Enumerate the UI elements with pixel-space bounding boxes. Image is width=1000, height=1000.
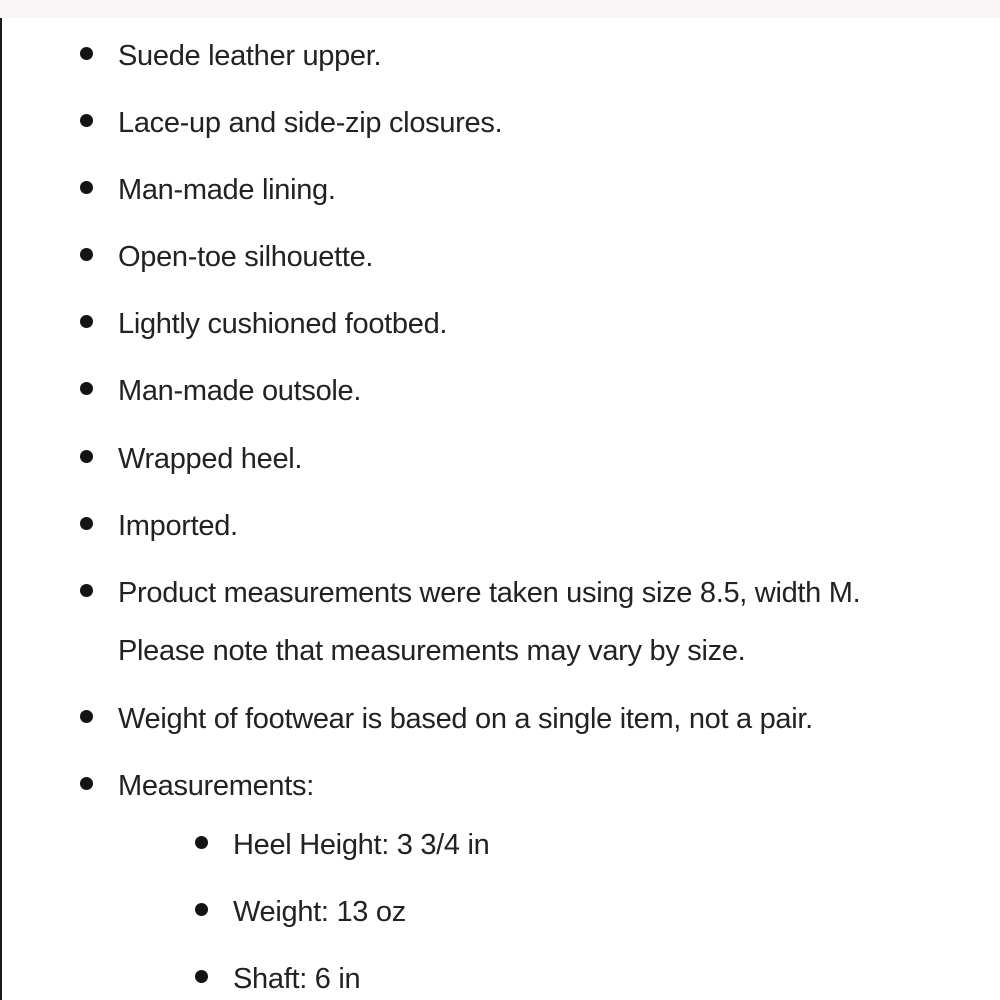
feature-item: Measurements:: [118, 770, 314, 802]
bullet-icon: [80, 517, 93, 530]
feature-item: Man-made lining.: [118, 174, 336, 206]
sub-bullet-icon: [195, 970, 208, 983]
feature-item: Imported.: [118, 510, 238, 542]
sub-bullet-icon: [195, 836, 208, 849]
feature-item: Weight of footwear is based on a single item, not a pair.: [118, 703, 813, 735]
left-edge-border: [0, 18, 2, 1000]
top-strip: [0, 0, 1000, 18]
measurement-item: Weight: 13 oz: [233, 896, 406, 928]
feature-item: Wrapped heel.: [118, 443, 303, 475]
bullet-icon: [80, 584, 93, 597]
bullet-icon: [80, 315, 93, 328]
bullet-icon: [80, 248, 93, 261]
bullet-icon: [80, 114, 93, 127]
feature-item: Man-made outsole.: [118, 375, 362, 407]
feature-item: Lightly cushioned footbed.: [118, 308, 448, 340]
measurement-item: Shaft: 6 in: [233, 963, 361, 995]
bullet-icon: [80, 382, 93, 395]
feature-item-continuation: Please note that measurements may vary by size.: [118, 635, 746, 667]
bullet-icon: [80, 181, 93, 194]
bullet-icon: [80, 450, 93, 463]
feature-item: Open-toe silhouette.: [118, 241, 374, 273]
sub-bullet-icon: [195, 903, 208, 916]
measurement-item: Heel Height: 3 3/4 in: [233, 829, 490, 861]
feature-item: Lace-up and side-zip closures.: [118, 107, 503, 139]
feature-item: Suede leather upper.: [118, 40, 382, 72]
bullet-icon: [80, 47, 93, 60]
bullet-icon: [80, 710, 93, 723]
feature-item: Product measurements were taken using size 8.5, width M.: [118, 577, 861, 609]
bullet-icon: [80, 777, 93, 790]
